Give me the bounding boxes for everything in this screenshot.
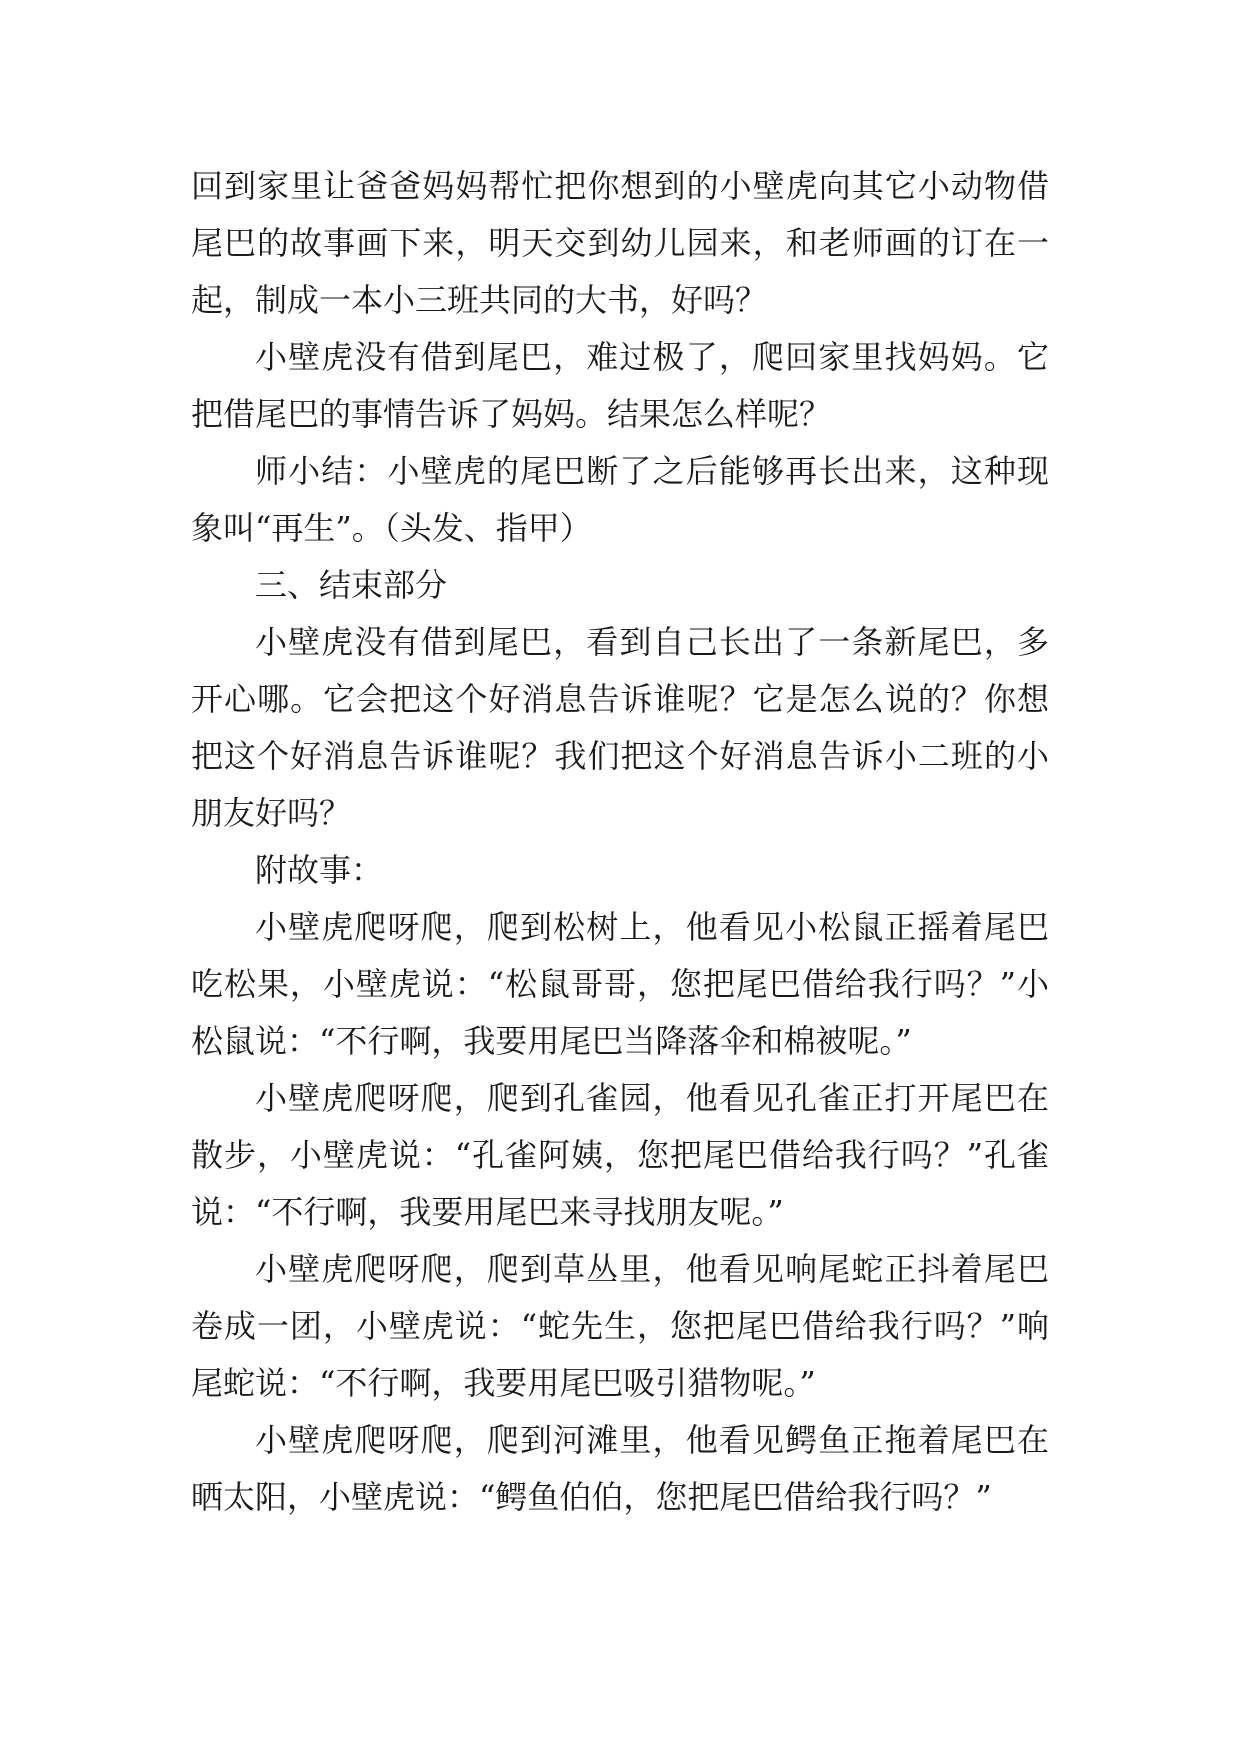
paragraph-gecko-sad: 小壁虎没有借到尾巴，难过极了，爬回家里找妈妈。它把借尾巴的事情告诉了妈妈。结果怎么样呢？ [191, 338, 1049, 433]
appendix-story-heading: 附故事： [255, 851, 384, 889]
paragraph-homework: 回到家里让爸爸妈妈帮忙把你想到的小壁虎向其它小动物借尾巴的故事画下来，明天交到幼儿园来，和老师画的订在一起，制成一本小三班共同的大书，好吗？ [191, 167, 1049, 319]
paragraph-new-tail: 小壁虎没有借到尾巴，看到自己长出了一条新尾巴，多开心哪。它会把这个好消息告诉谁呢？它是怎么说的？你想把这个好消息告诉谁呢？我们把这个好消息告诉小二班的小朋友好吗？ [191, 623, 1049, 832]
story-paragraph-crocodile: 小壁虎爬呀爬，爬到河滩里，他看见鳄鱼正拖着尾巴在晒太阳，小壁虎说：“鳄鱼伯伯，您把尾巴借给我行吗？” [191, 1421, 1049, 1516]
story-paragraph-rattlesnake: 小壁虎爬呀爬，爬到草丛里，他看见响尾蛇正抖着尾巴卷成一团，小壁虎说：“蛇先生，您把尾巴借给我行吗？”响尾蛇说：“不行啊，我要用尾巴吸引猎物呢。” [191, 1250, 1049, 1402]
paragraph-teacher-summary: 师小结：小壁虎的尾巴断了之后能够再长出来，这种现象叫“再生”。（头发、指甲） [191, 452, 1049, 547]
story-paragraph-peacock: 小壁虎爬呀爬，爬到孔雀园，他看见孔雀正打开尾巴在散步，小壁虎说：“孔雀阿姨，您把尾巴借给我行吗？”孔雀说：“不行啊，我要用尾巴来寻找朋友呢。” [191, 1079, 1049, 1231]
section-heading-conclusion: 三、结束部分 [255, 566, 448, 604]
story-paragraph-squirrel: 小壁虎爬呀爬，爬到松树上，他看见小松鼠正摇着尾巴吃松果，小壁虎说：“松鼠哥哥，您把尾巴借给我行吗？”小松鼠说：“不行啊，我要用尾巴当降落伞和棉被呢。” [191, 908, 1049, 1060]
document-body [191, 158, 1049, 1526]
